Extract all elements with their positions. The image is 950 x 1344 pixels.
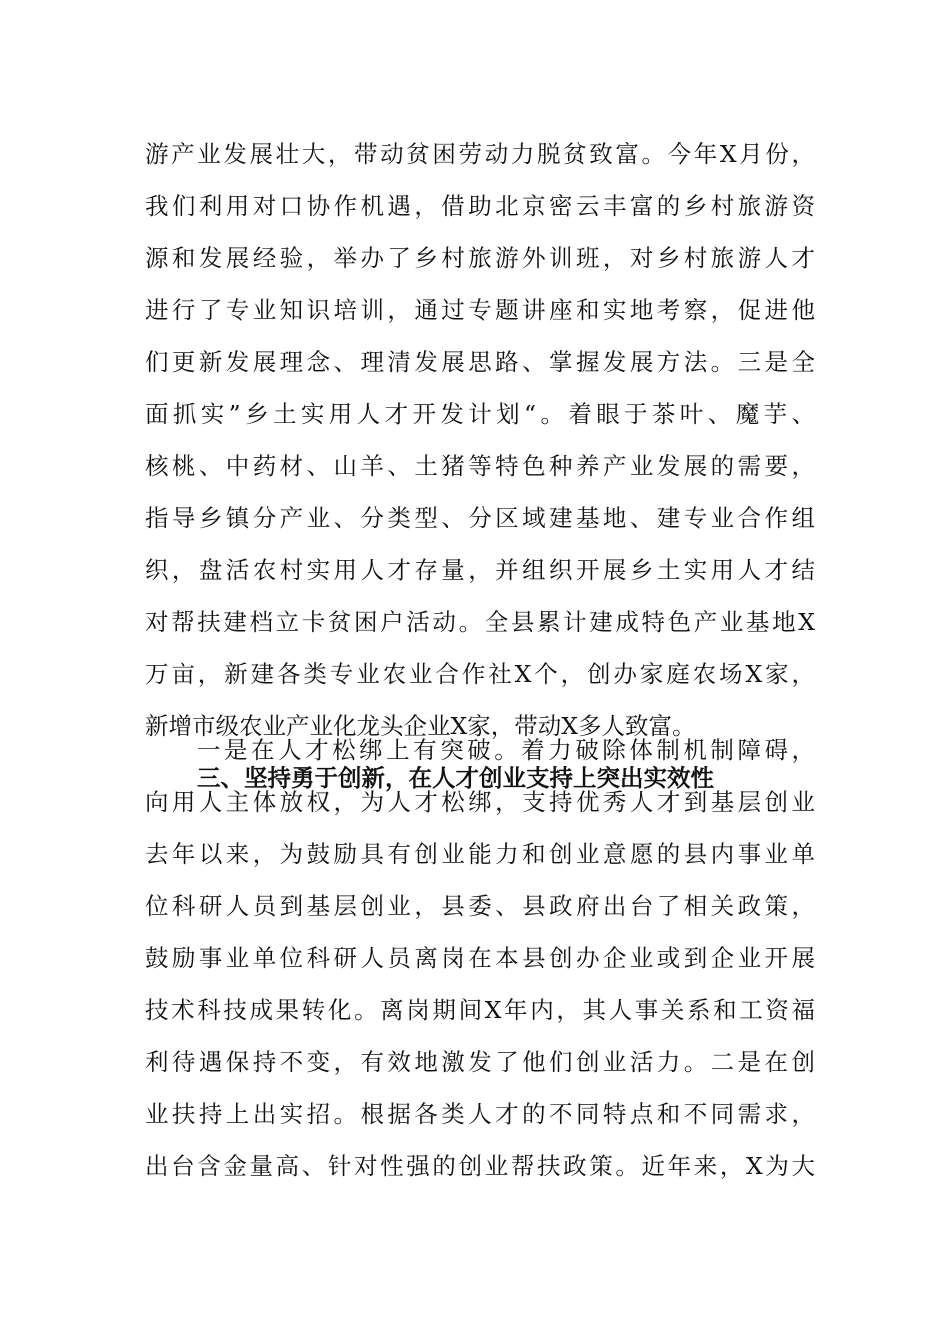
text-line: 位科研人员到基层创业，县委、县政府出台了相关政策， bbox=[145, 892, 815, 920]
text-line: 面抓实”乡土实用人才开发计划“。着眼于茶叶、魔芋、 bbox=[145, 400, 815, 428]
text-line: 织，盘活农村实用人才存量，并组织开展乡土实用人才结 bbox=[145, 556, 815, 584]
text-line: 我们利用对口协作机遇，借助北京密云丰富的乡村旅游资 bbox=[145, 192, 815, 220]
body-paragraph-bottom bbox=[145, 724, 815, 1192]
text-line: 技术科技成果转化。离岗期间X年内，其人事关系和工资福 bbox=[145, 996, 815, 1024]
section-heading: 三、坚持勇于创新，在人才创业支持上突出实效性 bbox=[197, 764, 714, 792]
text-line: 去年以来，为鼓励具有创业能力和创业意愿的县内事业单 bbox=[145, 840, 815, 868]
text-line: 进行了专业知识培训，通过专题讲座和实地考察，促进他 bbox=[145, 296, 815, 324]
text-line: 们更新发展理念、理清发展思路、掌握发展方法。三是全 bbox=[145, 348, 815, 376]
text-line: 一是在人才松绑上有突破。着力破除体制机制障碍， bbox=[197, 736, 815, 764]
text-line: 对帮扶建档立卡贫困户活动。全县累计建成特色产业基地X bbox=[145, 608, 815, 636]
text-line: 游产业发展壮大，带动贫困劳动力脱贫致富。今年X月份， bbox=[145, 140, 815, 168]
text-line: 向用人主体放权，为人才松绑，支持优秀人才到基层创业 bbox=[145, 788, 815, 816]
text-line: 万亩，新建各类专业农业合作社X个，创办家庭农场X家， bbox=[145, 660, 815, 688]
text-line: 核桃、中药材、山羊、土猪等特色种养产业发展的需要， bbox=[145, 452, 815, 480]
text-line: 鼓励事业单位科研人员离岗在本县创办企业或到企业开展 bbox=[145, 944, 815, 972]
text-line: 业扶持上出实招。根据各类人才的不同特点和不同需求， bbox=[145, 1100, 815, 1128]
text-line: 源和发展经验，举办了乡村旅游外训班，对乡村旅游人才 bbox=[145, 244, 815, 272]
text-line: 指导乡镇分产业、分类型、分区域建基地、建专业合作组 bbox=[145, 504, 815, 532]
body-paragraph-top bbox=[145, 128, 815, 804]
text-line: 出台含金量高、针对性强的创业帮扶政策。近年来，X为大 bbox=[145, 1152, 815, 1180]
text-line: 利待遇保持不变，有效地激发了他们创业活力。二是在创 bbox=[145, 1048, 815, 1076]
text-line: 新增市级农业产业化龙头企业X家，带动X多人致富。 bbox=[145, 712, 696, 740]
